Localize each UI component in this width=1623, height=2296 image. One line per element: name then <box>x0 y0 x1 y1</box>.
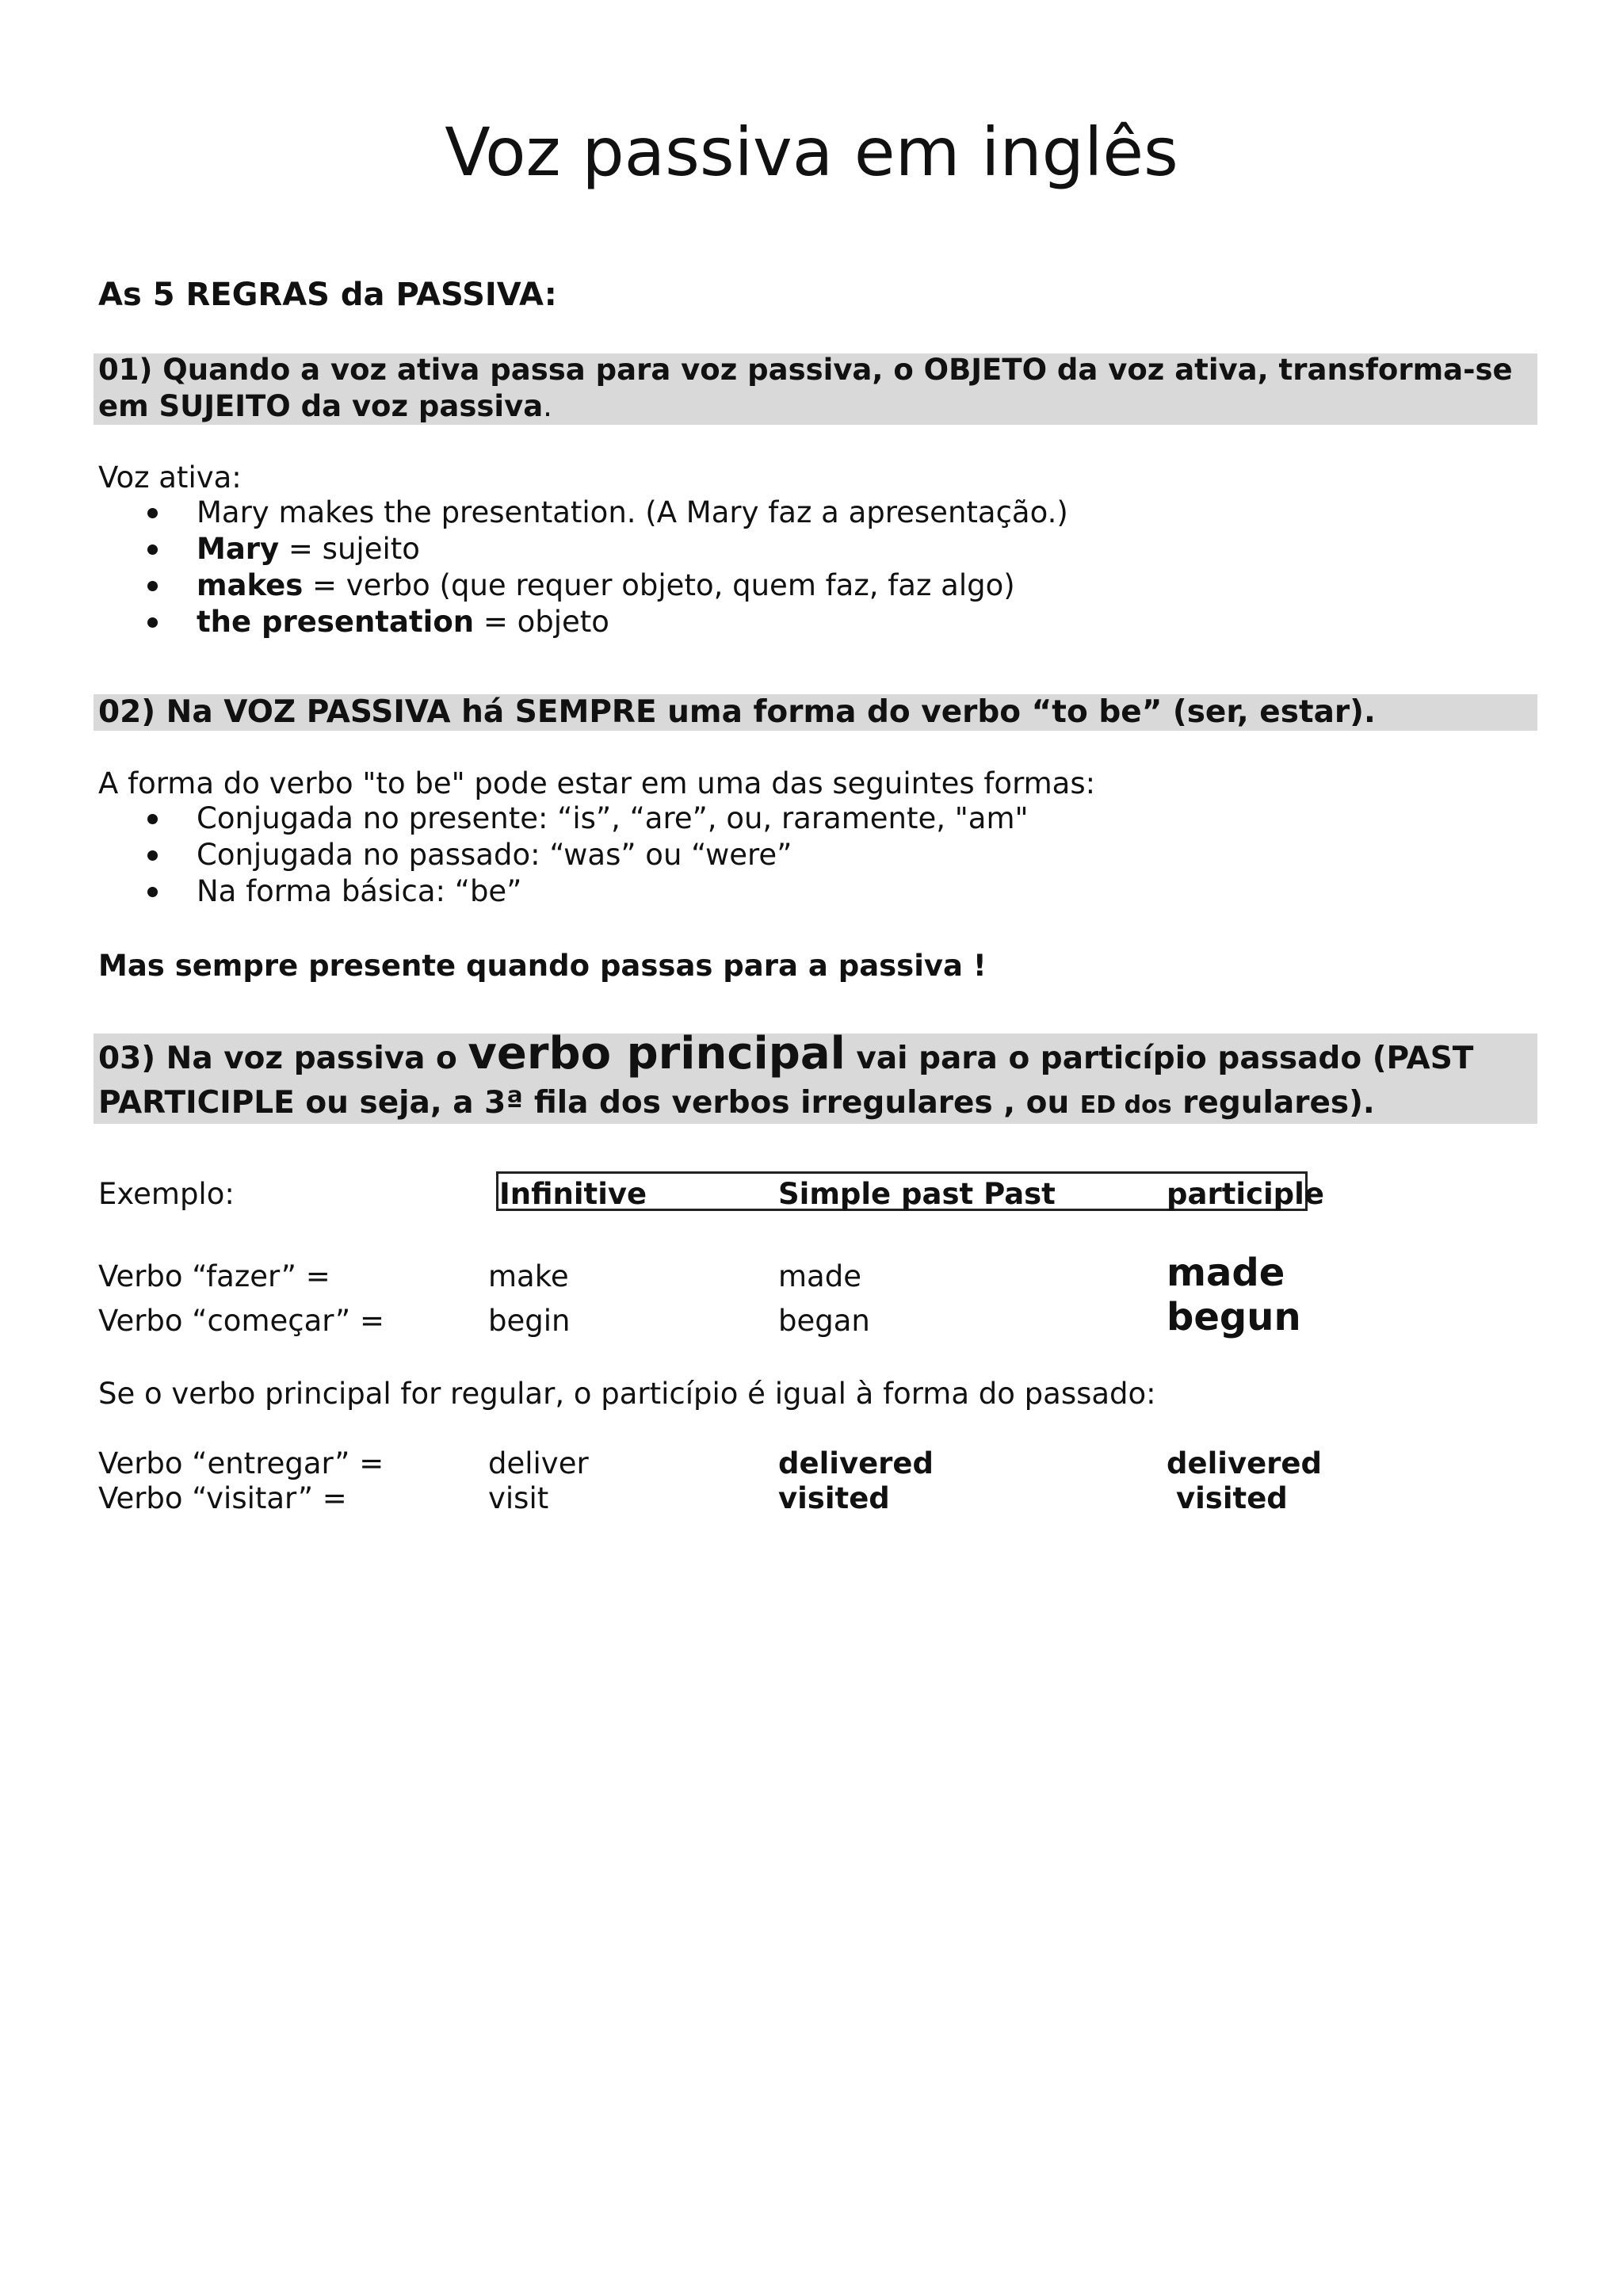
row-past: began <box>778 1304 870 1338</box>
row-past: delivered <box>778 1446 934 1480</box>
to-be-note: Mas sempre presente quando passas para a passiva ! <box>98 949 987 983</box>
row-label: Verbo “começar” = <box>98 1304 384 1338</box>
bullet-icon <box>147 508 158 518</box>
row-past: made <box>778 1259 861 1293</box>
row-infinitive: deliver <box>488 1446 589 1480</box>
header-participle: participle <box>1167 1177 1324 1211</box>
header-simple-past: Simple past Past <box>778 1177 1056 1211</box>
active-item-bold: the presentation <box>197 605 475 639</box>
rules-heading: As 5 REGRAS da PASSIVA: <box>98 277 557 313</box>
row-participle: delivered <box>1167 1446 1322 1480</box>
row-participle: begun <box>1167 1295 1301 1339</box>
rule3-main-verb: verbo principal <box>468 1028 846 1079</box>
active-voice-list <box>98 495 1068 640</box>
regular-note: Se o verbo principal for regular, o particípio é igual à forma do passado: <box>98 1377 1156 1411</box>
list-item <box>98 837 1029 873</box>
to-be-item-text: Na forma básica: “be” <box>197 874 522 908</box>
row-participle: made <box>1167 1251 1285 1295</box>
row-participle: visited <box>1176 1481 1288 1515</box>
bullet-icon <box>147 814 158 824</box>
active-item-text: = verbo (que requer objeto, quem faz, faz algo) <box>303 568 1015 602</box>
to-be-intro: A forma do verbo "to be" pode estar em uma das seguintes formas: <box>98 766 1096 800</box>
example-label: Exemplo: <box>98 1177 235 1211</box>
list-item <box>98 567 1068 604</box>
rule3-text <box>98 1028 1533 1128</box>
bullet-icon <box>147 887 158 897</box>
bullet-icon <box>147 544 158 555</box>
page-title: Voz passiva em inglês <box>445 113 1178 191</box>
row-past: visited <box>778 1481 890 1515</box>
rule1-main: 01) Quando a voz ativa passa para voz passiva, o OBJETO da voz ativa, transforma-se em SUJEITO da voz passiva <box>98 353 1513 423</box>
row-infinitive: visit <box>488 1481 549 1515</box>
header-infinitive: Infinitive <box>499 1177 647 1211</box>
active-item-bold: Mary <box>197 532 280 566</box>
bullet-icon <box>147 617 158 628</box>
list-item <box>98 495 1068 531</box>
rule1-text <box>98 352 1525 425</box>
rule2-text: 02) Na VOZ PASSIVA há SEMPRE uma forma do verbo “to be” (ser, estar). <box>98 694 1376 730</box>
row-label: Verbo “fazer” = <box>98 1259 330 1293</box>
active-item-text: = objeto <box>474 605 609 639</box>
row-label: Verbo “entregar” = <box>98 1446 384 1480</box>
list-item <box>98 604 1068 640</box>
active-item-bold: makes <box>197 568 304 602</box>
to-be-list <box>98 800 1029 910</box>
list-item <box>98 531 1068 567</box>
bullet-icon <box>147 850 158 861</box>
row-label: Verbo “visitar” = <box>98 1481 347 1515</box>
list-item <box>98 800 1029 837</box>
to-be-item-text: Conjugada no passado: “was” ou “were” <box>197 838 792 872</box>
row-infinitive: begin <box>488 1304 571 1338</box>
rule1-period: . <box>543 389 552 423</box>
rule3-ed-dos: ED dos <box>1079 1091 1172 1119</box>
active-item-text: Mary makes the presentation. (A Mary faz a apresentação.) <box>197 495 1068 529</box>
active-item-text: = sujeito <box>279 532 420 566</box>
bullet-icon <box>147 581 158 591</box>
to-be-item-text: Conjugada no presente: “is”, “are”, ou, raramente, "am" <box>197 801 1029 835</box>
rule3-part1: 03) Na voz passiva o <box>98 1041 468 1076</box>
rule3-part3: regulares). <box>1171 1085 1375 1121</box>
row-infinitive: make <box>488 1259 569 1293</box>
active-voice-label: Voz ativa: <box>98 460 242 495</box>
rule3-part2: vai para o particípio passado (PAST PARTICIPLE ou seja, a 3ª fila dos verbos irregulares , ou <box>98 1041 1474 1121</box>
list-item <box>98 873 1029 910</box>
